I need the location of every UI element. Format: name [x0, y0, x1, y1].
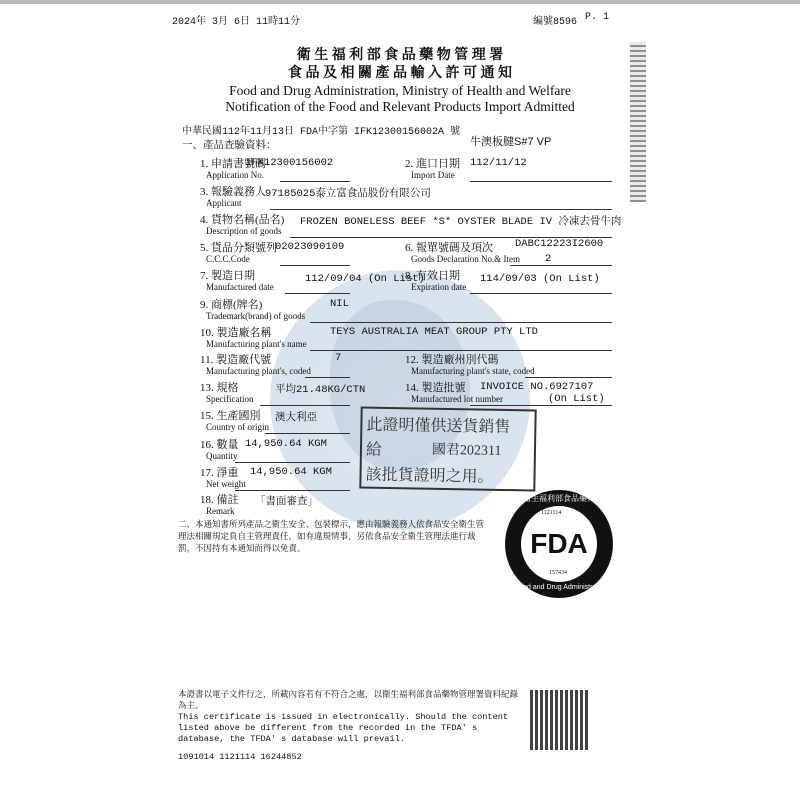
f14-label: 14. 製造批號 [405, 382, 466, 394]
f16-underline [235, 462, 350, 463]
f13-label: 13. 規格 [200, 382, 239, 394]
f6-value: DABC12223I2600 [515, 238, 604, 250]
footer-code: 1091014 1121114 16244852 [178, 752, 302, 762]
f14-sublabel: Manufactured lot number [411, 394, 503, 404]
f9-value: NIL [330, 298, 349, 310]
f12-label: 12. 製造廠州別代碼 [405, 354, 499, 366]
f16-value: 14,950.64 KGM [245, 438, 327, 450]
f3-underline [270, 209, 612, 210]
f2-underline [470, 181, 612, 182]
f18-label: 18. 備註 [200, 494, 239, 506]
f9-underline [310, 322, 612, 323]
f15-label: 15. 生產國別 [200, 410, 261, 422]
f6-label: 6. 報單號碼及項次 [405, 242, 493, 254]
f9-sublabel: Trademark(brand) of goods [206, 311, 306, 321]
f17-sublabel: Net weight [206, 479, 246, 489]
f8-value: 114/09/03 (On List) [480, 273, 600, 285]
f12-sublabel: Manufacturing plant's state, coded [411, 366, 535, 376]
f4-sublabel: Description of goods [206, 226, 282, 236]
f2-sublabel: Import Date [411, 170, 455, 180]
certification-stamp [359, 406, 536, 491]
f10-value: TEYS AUSTRALIA MEAT GROUP PTY LTD [330, 326, 538, 338]
f12-underline [525, 377, 612, 378]
f11-label: 11. 製造廠代號 [200, 354, 272, 366]
f3-value: 97185025泰立富食品股份有限公司 [265, 188, 431, 200]
f1-sublabel: Application No. [206, 170, 264, 180]
stamp-line-3: 該批貨證明之用。 [365, 466, 494, 486]
f14-underline [470, 405, 612, 406]
f10-sublabel: Manufacturing plant's name [206, 339, 307, 349]
f17-label: 17. 淨重 [200, 467, 239, 479]
stamp-recipient: 國君202311 [431, 442, 502, 459]
f5-underline [280, 265, 350, 266]
page-number: P. 1 [585, 12, 610, 23]
seal-ring-top: 衛生福利部食品藥物管理署 [523, 494, 619, 503]
f8-sublabel: Expiration date [411, 282, 467, 292]
f13-value: 平均21.48KG/CTN [275, 384, 366, 396]
f5-sublabel: C.C.C.Code [206, 254, 250, 264]
title-zh-2: 食 品 及 相 關 產 品 輸 入 許 可 通 知 [288, 66, 512, 81]
f11-underline [305, 377, 350, 378]
f17-value: 14,950.64 KGM [250, 466, 332, 478]
f15-sublabel: Country of origin [206, 422, 269, 432]
f1-value: IFK12300156002 [245, 157, 334, 169]
f14-on-list: (On List) [548, 393, 605, 405]
f6-sublabel: Goods Declaration No.& Item [411, 254, 520, 264]
fda-seal [505, 490, 619, 598]
f8-label: 8. 有效日期 [405, 270, 460, 282]
f1-label: 1. 申請書號碼 [200, 158, 266, 170]
f16-sublabel: Quantity [206, 451, 238, 461]
f6-underline [510, 265, 612, 266]
f17-underline [235, 490, 350, 491]
f3-label: 3. 報驗義務人 [200, 186, 266, 198]
f15-underline [265, 433, 350, 434]
f18-value: 「書面審查」 [255, 496, 318, 508]
f15-value: 澳大利亞 [275, 412, 317, 424]
section-2-notice: 二、本通知書所列產品之衛生安全、包裝標示，應由報驗義務人依食品安全衛生管理法相關規定負自主管理責任，如有違規情事，另依食品安全衛生管理法進行裁罰，不因持有本通知而得以免責。 [178, 519, 485, 553]
stamp-line-1: 此證明僅供送貨銷售 [366, 416, 511, 437]
footer-zh: 本證書以電子文件行之，所載內容若有不符合之處，以衛生福利部食品藥物管理署資料紀錄為主。 [178, 689, 519, 710]
f2-value: 112/11/12 [470, 157, 527, 169]
fda-seal-text: FDA [530, 528, 588, 559]
stamp-line-2-prefix: 給 [365, 441, 383, 459]
f7-sublabel: Manufactured date [206, 282, 274, 292]
handwritten-note: 牛澳板腱S#7 VP [470, 136, 552, 148]
f8-underline [470, 293, 612, 294]
section-1-heading: 一、產品查驗資料： [182, 140, 277, 151]
title-en-2: Notification of the Food and Relevant Products Import Admitted [225, 99, 575, 114]
f14-value: INVOICE NO.6927107 [480, 381, 594, 393]
f5-label: 5. 貨品分類號列 [200, 242, 277, 254]
f9-label: 9. 商標(牌名) [200, 299, 263, 311]
reference-line: 中華民國112年11月13日 FDA中字第 IFK12300156002A 號 [182, 127, 461, 138]
fax-number: 編號8596 [533, 17, 578, 28]
f3-sublabel: Applicant [206, 198, 242, 208]
f7-value: 112/09/04 (On List) [305, 273, 425, 285]
f7-label: 7. 製造日期 [200, 270, 255, 282]
f2-label: 2. 進口日期 [405, 158, 460, 170]
footer-en: This certificate is issued in electronically. Should the content listed above be different from the recorded in the TFDA' s database, the TFDA' s database will prevail. [178, 712, 509, 744]
f6-item: 2 [545, 253, 552, 265]
f7-underline [285, 293, 350, 294]
title-zh-1: 衛 生 福 利 部 食 品 藥 物 管 理 署 [296, 48, 504, 63]
f1-underline [280, 181, 350, 182]
f4-label: 4. 貨物名稱(品名) [200, 214, 285, 226]
f13-underline [260, 405, 350, 406]
f13-sublabel: Specification [206, 394, 254, 404]
scan-edge [0, 0, 800, 4]
seal-number-top: 1121114 [541, 510, 562, 516]
f5-value: 02023090109 [275, 241, 345, 253]
f11-sublabel: Manufacturing plant's, coded [206, 366, 311, 376]
qr-code[interactable] [530, 690, 590, 750]
seal-number-bottom: 157434 [549, 570, 567, 576]
title-en-1: Food and Drug Administration, Ministry of Health and Welfare [229, 83, 571, 98]
f4-value: FROZEN BONELESS BEEF *S* OYSTER BLADE IV 冷凍去骨牛肉 [300, 216, 622, 228]
f10-label: 10. 製造廠名稱 [200, 327, 272, 339]
seal-ring-bottom: Food and Drug Administration [515, 584, 608, 591]
f18-sublabel: Remark [206, 506, 235, 516]
f16-label: 16. 數量 [200, 439, 239, 451]
f11-value: 7 [335, 352, 342, 364]
fax-timestamp: 2024年 3月 6日 11時11分 [172, 17, 301, 28]
